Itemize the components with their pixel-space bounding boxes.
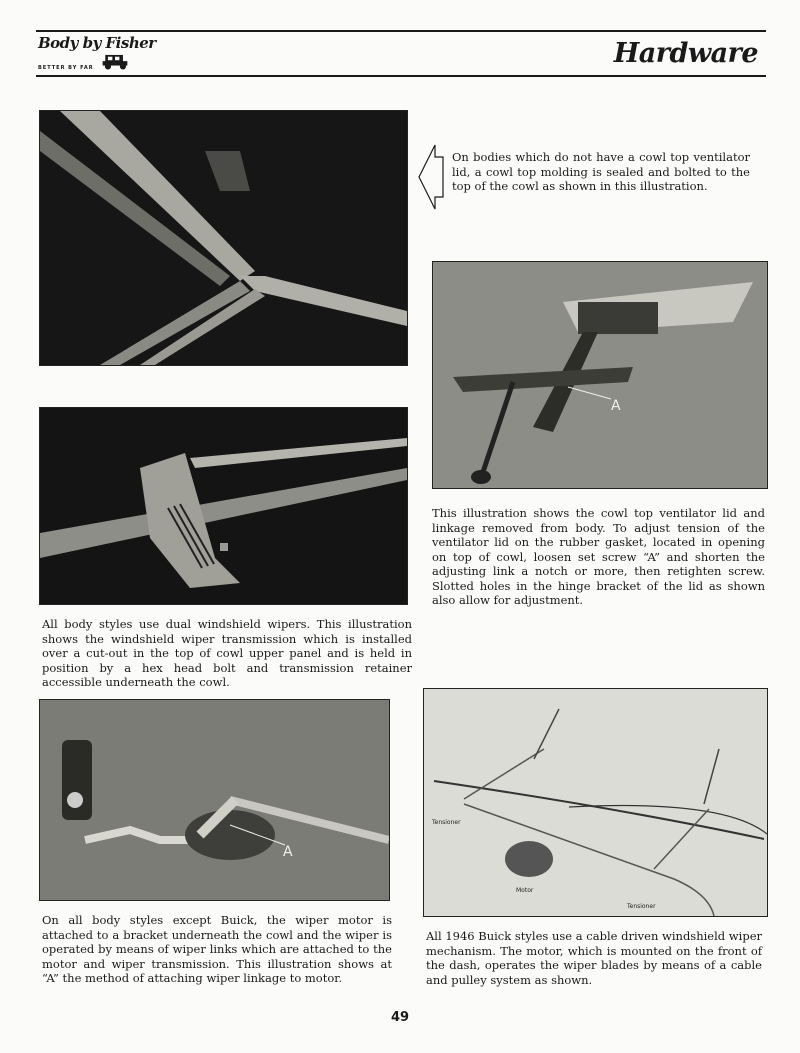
- cowl-molding-caption: On bodies which do not have a cowl top ventilator lid, a cowl top molding is sealed and bolted to the top of the cowl as shown in this illustration.: [452, 150, 750, 193]
- logo-script-text: Body by Fisher: [38, 34, 156, 52]
- motor-label: Motor: [516, 887, 534, 894]
- buick-cable-photo: [423, 688, 768, 917]
- tensioner-left-label: Tensioner: [432, 819, 461, 826]
- buick-cable-caption: All 1946 Buick styles use a cable driven windshield wiper mechanism. The motor, which is mounted on the front of the dash, operates the wiper blades by means of a cable and pulley system as shown.: [426, 929, 762, 987]
- ventilator-label-a: A: [611, 398, 621, 414]
- ventilator-lid-photo: [432, 261, 768, 489]
- logo-tagline: BETTER BY FAR: [38, 65, 94, 71]
- wiper-motor-photo: [39, 699, 390, 901]
- wiper-transmission-photo: [39, 407, 408, 605]
- tensioner-right-label: Tensioner: [627, 903, 656, 910]
- car-logo-icon: [100, 53, 130, 71]
- logo-tagline-row: [38, 53, 130, 71]
- cowl-molding-photo: [39, 110, 408, 366]
- ventilator-lid-caption: This illustration shows the cowl top ventilator lid and linkage removed from body. To adjust tension of the ventilator lid on the rubber gasket, located in opening on top of cowl, loosen set screw “A” and shorten the adjusting link a notch or more, then retighten screw. Slotted holes in the hinge bracket of the lid as shown also allow for adjustment.: [432, 506, 765, 607]
- page-number: 49: [390, 1010, 410, 1025]
- header-rule-top: [36, 30, 766, 32]
- left-arrow-outline-icon: [417, 143, 445, 211]
- header-rule-bottom: [36, 75, 766, 77]
- wiper-transmission-caption: All body styles use dual windshield wipers. This illustration shows the windshield wiper transmission which is installed over a cut-out in the top of cowl upper panel and is held in position by a hex head bolt and transmission retainer accessible underneath the cowl.: [42, 617, 412, 689]
- body-by-fisher-logo: [38, 34, 156, 71]
- section-title: Hardware: [613, 38, 758, 69]
- wiper-motor-label-a: A: [283, 844, 293, 860]
- wiper-motor-caption: On all body styles except Buick, the wiper motor is attached to a bracket underneath the cowl and the wiper is operated by means of wiper links which are attached to the motor and wiper transmission. This illustration shows at “A” the method of attaching wiper linkage to motor.: [42, 913, 392, 985]
